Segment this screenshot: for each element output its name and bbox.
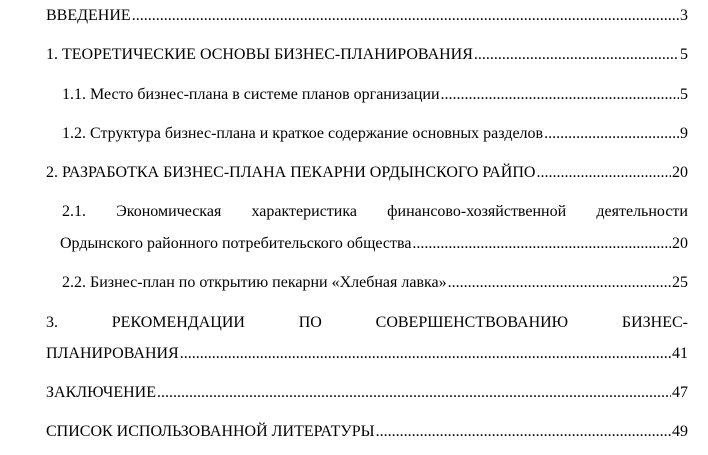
dot-leader bbox=[441, 85, 679, 105]
toc-entry-word: Экономическая bbox=[116, 203, 222, 220]
toc-entry-word: СОВЕРШЕНСТВОВАНИЮ bbox=[375, 314, 569, 331]
toc-entry-word: 2.1. bbox=[62, 203, 86, 220]
toc-entry-chapter-2 bbox=[46, 163, 688, 183]
toc-entry-page: 3 bbox=[680, 7, 688, 24]
toc-entry-section-2-1-line2 bbox=[60, 234, 688, 254]
toc-entry-title: 2. РАЗРАБОТКА БИЗНЕС-ПЛАНА ПЕКАРНИ ОРДЫНСКОГО РАЙПО bbox=[46, 164, 536, 181]
toc-entry-word: ПО bbox=[298, 314, 322, 331]
toc-entry-page: 5 bbox=[680, 86, 688, 103]
dot-leader bbox=[536, 163, 671, 183]
toc-entry-word: РЕКОМЕНДАЦИИ bbox=[111, 314, 245, 331]
toc-entry-section-2-1-line1 bbox=[62, 202, 688, 222]
toc-entry-page: 20 bbox=[672, 164, 688, 181]
dot-leader bbox=[132, 6, 679, 26]
toc-entry-page: 25 bbox=[672, 274, 688, 291]
toc-entry-page: 5 bbox=[680, 46, 688, 63]
toc-entry-word: финансово-хозяйственной bbox=[387, 203, 567, 220]
toc-entry-page: 41 bbox=[672, 345, 688, 362]
toc-entry-title: ЗАКЛЮЧЕНИЕ bbox=[46, 384, 156, 401]
dot-leader bbox=[474, 45, 679, 65]
toc-entry-word: деятельности bbox=[596, 203, 688, 220]
toc-entry-introduction bbox=[46, 6, 688, 26]
toc-entry-conclusion bbox=[46, 383, 688, 403]
toc-entry-section-1-1 bbox=[62, 85, 688, 105]
toc-entry-section-2-2 bbox=[62, 273, 688, 293]
toc-entry-title: 1.2. Структура бизнес-плана и краткое содержание основных разделов bbox=[62, 125, 544, 142]
toc-entry-word: характеристика bbox=[251, 203, 357, 220]
toc-entry-title: СПИСОК ИСПОЛЬЗОВАННОЙ ЛИТЕРАТУРЫ bbox=[46, 423, 375, 440]
dot-leader bbox=[544, 124, 679, 144]
toc-entry-title: 1. ТЕОРЕТИЧЕСКИЕ ОСНОВЫ БИЗНЕС-ПЛАНИРОВАНИЯ bbox=[46, 46, 473, 63]
dot-leader bbox=[448, 273, 671, 293]
toc-entry-title: Ордынского районного потребительского общества bbox=[60, 235, 412, 252]
toc-entry-word: 3. bbox=[46, 314, 58, 331]
toc-entry-chapter-3-line1 bbox=[46, 313, 688, 333]
toc-entry-chapter-1 bbox=[46, 45, 688, 65]
toc-entry-page: 47 bbox=[672, 384, 688, 401]
dot-leader bbox=[376, 422, 671, 442]
toc-entry-title: ВВЕДЕНИЕ bbox=[46, 7, 131, 24]
toc-entry-title: 1.1. Место бизнес-плана в системе планов организации bbox=[62, 86, 440, 103]
toc-entry-section-1-2 bbox=[62, 124, 688, 144]
toc-entry-references bbox=[46, 422, 688, 442]
toc-entry-chapter-3-line2 bbox=[46, 344, 688, 364]
toc-entry-word: БИЗНЕС- bbox=[621, 314, 688, 331]
dot-leader bbox=[412, 234, 671, 254]
toc-entry-title: ПЛАНИРОВАНИЯ bbox=[46, 345, 179, 362]
dot-leader bbox=[157, 383, 671, 403]
dot-leader bbox=[180, 344, 671, 364]
toc-entry-page: 9 bbox=[680, 125, 688, 142]
toc-entry-page: 20 bbox=[672, 235, 688, 252]
toc-entry-title: 2.2. Бизнес-план по открытию пекарни «Хлебная лавка» bbox=[62, 274, 447, 291]
toc-entry-page: 49 bbox=[672, 423, 688, 440]
